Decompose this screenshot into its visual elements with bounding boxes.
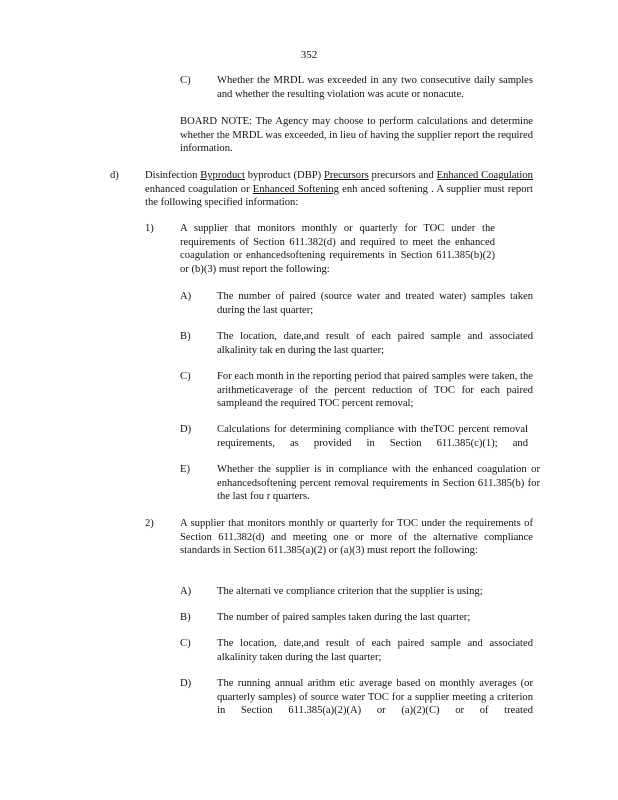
- paragraph: The alternati ve compliance criterion that the supplier is using;: [217, 586, 483, 597]
- board-note: BOARD NOTE: The Agency may choose to perform calculations and determine whether the MRDL was exceeded, in lieu of having the supplier report the required information.: [180, 116, 533, 154]
- page-number: 352: [300, 49, 318, 61]
- section-d-intro: Disinfection Byproduct byproduct (DBP) Precursors precursors and Enhanced Coagulation enhanced coagulation or Enhanced Softening enh anced softening . A supplier must report the following specified information:: [145, 170, 534, 208]
- paragraph: Calculations for determining compliance with theTOC percent removal requirements, as provided in Section 611.385(c)(1); and: [217, 424, 528, 449]
- item-label: C): [180, 638, 191, 649]
- paragraph: The running annual arithm etic average based on monthly averages (or quarterly samples) of source water TOC for a supplier meeting a criterion in Section 611.385(a)(2)(A) or (a)(2)(C) or of treated: [217, 678, 533, 716]
- paragraph: Whether the supplier is in compliance with the enhanced coagulation or enhancedsoftening percent removal requirements in Section 611.385(b) for the last fou r quarters.: [217, 464, 540, 502]
- paragraph: The number of paired (source water and treated water) samples taken during the last quarter;: [217, 291, 533, 316]
- item-label: A): [180, 291, 192, 302]
- item-label: B): [180, 331, 191, 342]
- item-label: C): [180, 371, 191, 382]
- paragraph: For each month in the reporting period that paired samples were taken, the arithmeticaverage of the percent reduction of TOC for each paired sampleand the required TOC percent removal;: [217, 371, 533, 409]
- item-label: C): [180, 75, 191, 86]
- paragraph: A supplier that monitors monthly or quarterly for TOC under the requirements of Section 611.382(d) and meeting one or more of the alternative compliance standards in Section 611.385(a)(2) or (a)(3) must report the following:: [180, 518, 533, 556]
- paragraph: The location, date,and result of each paired sample and associated alkalinity tak en during the last quarter;: [217, 331, 533, 356]
- paragraph: The number of paired samples taken during the last quarter;: [217, 612, 471, 623]
- item-label: B): [180, 612, 191, 623]
- item-label: 1): [145, 223, 154, 234]
- item-label: D): [180, 424, 192, 435]
- paragraph: A supplier that monitors monthly or quarterly for TOC under the requirements of Section 611.382(d) and required to meet the enhanced coagulation or enhancedsoftening requirements in Section 611.385(b)(2) or (b)(3) must report the following:: [180, 223, 495, 275]
- item-label: 2): [145, 518, 154, 529]
- item-label: A): [180, 586, 192, 597]
- item-label: D): [180, 678, 192, 689]
- paragraph: The location, date,and result of each paired sample and associated alkalinity taken during the last quarter;: [217, 638, 533, 663]
- paragraph: Whether the MRDL was exceeded in any two consecutive daily samples and whether the resulting violation was acute or nonacute.: [217, 75, 533, 100]
- item-label: E): [180, 464, 190, 475]
- item-label: d): [110, 170, 119, 181]
